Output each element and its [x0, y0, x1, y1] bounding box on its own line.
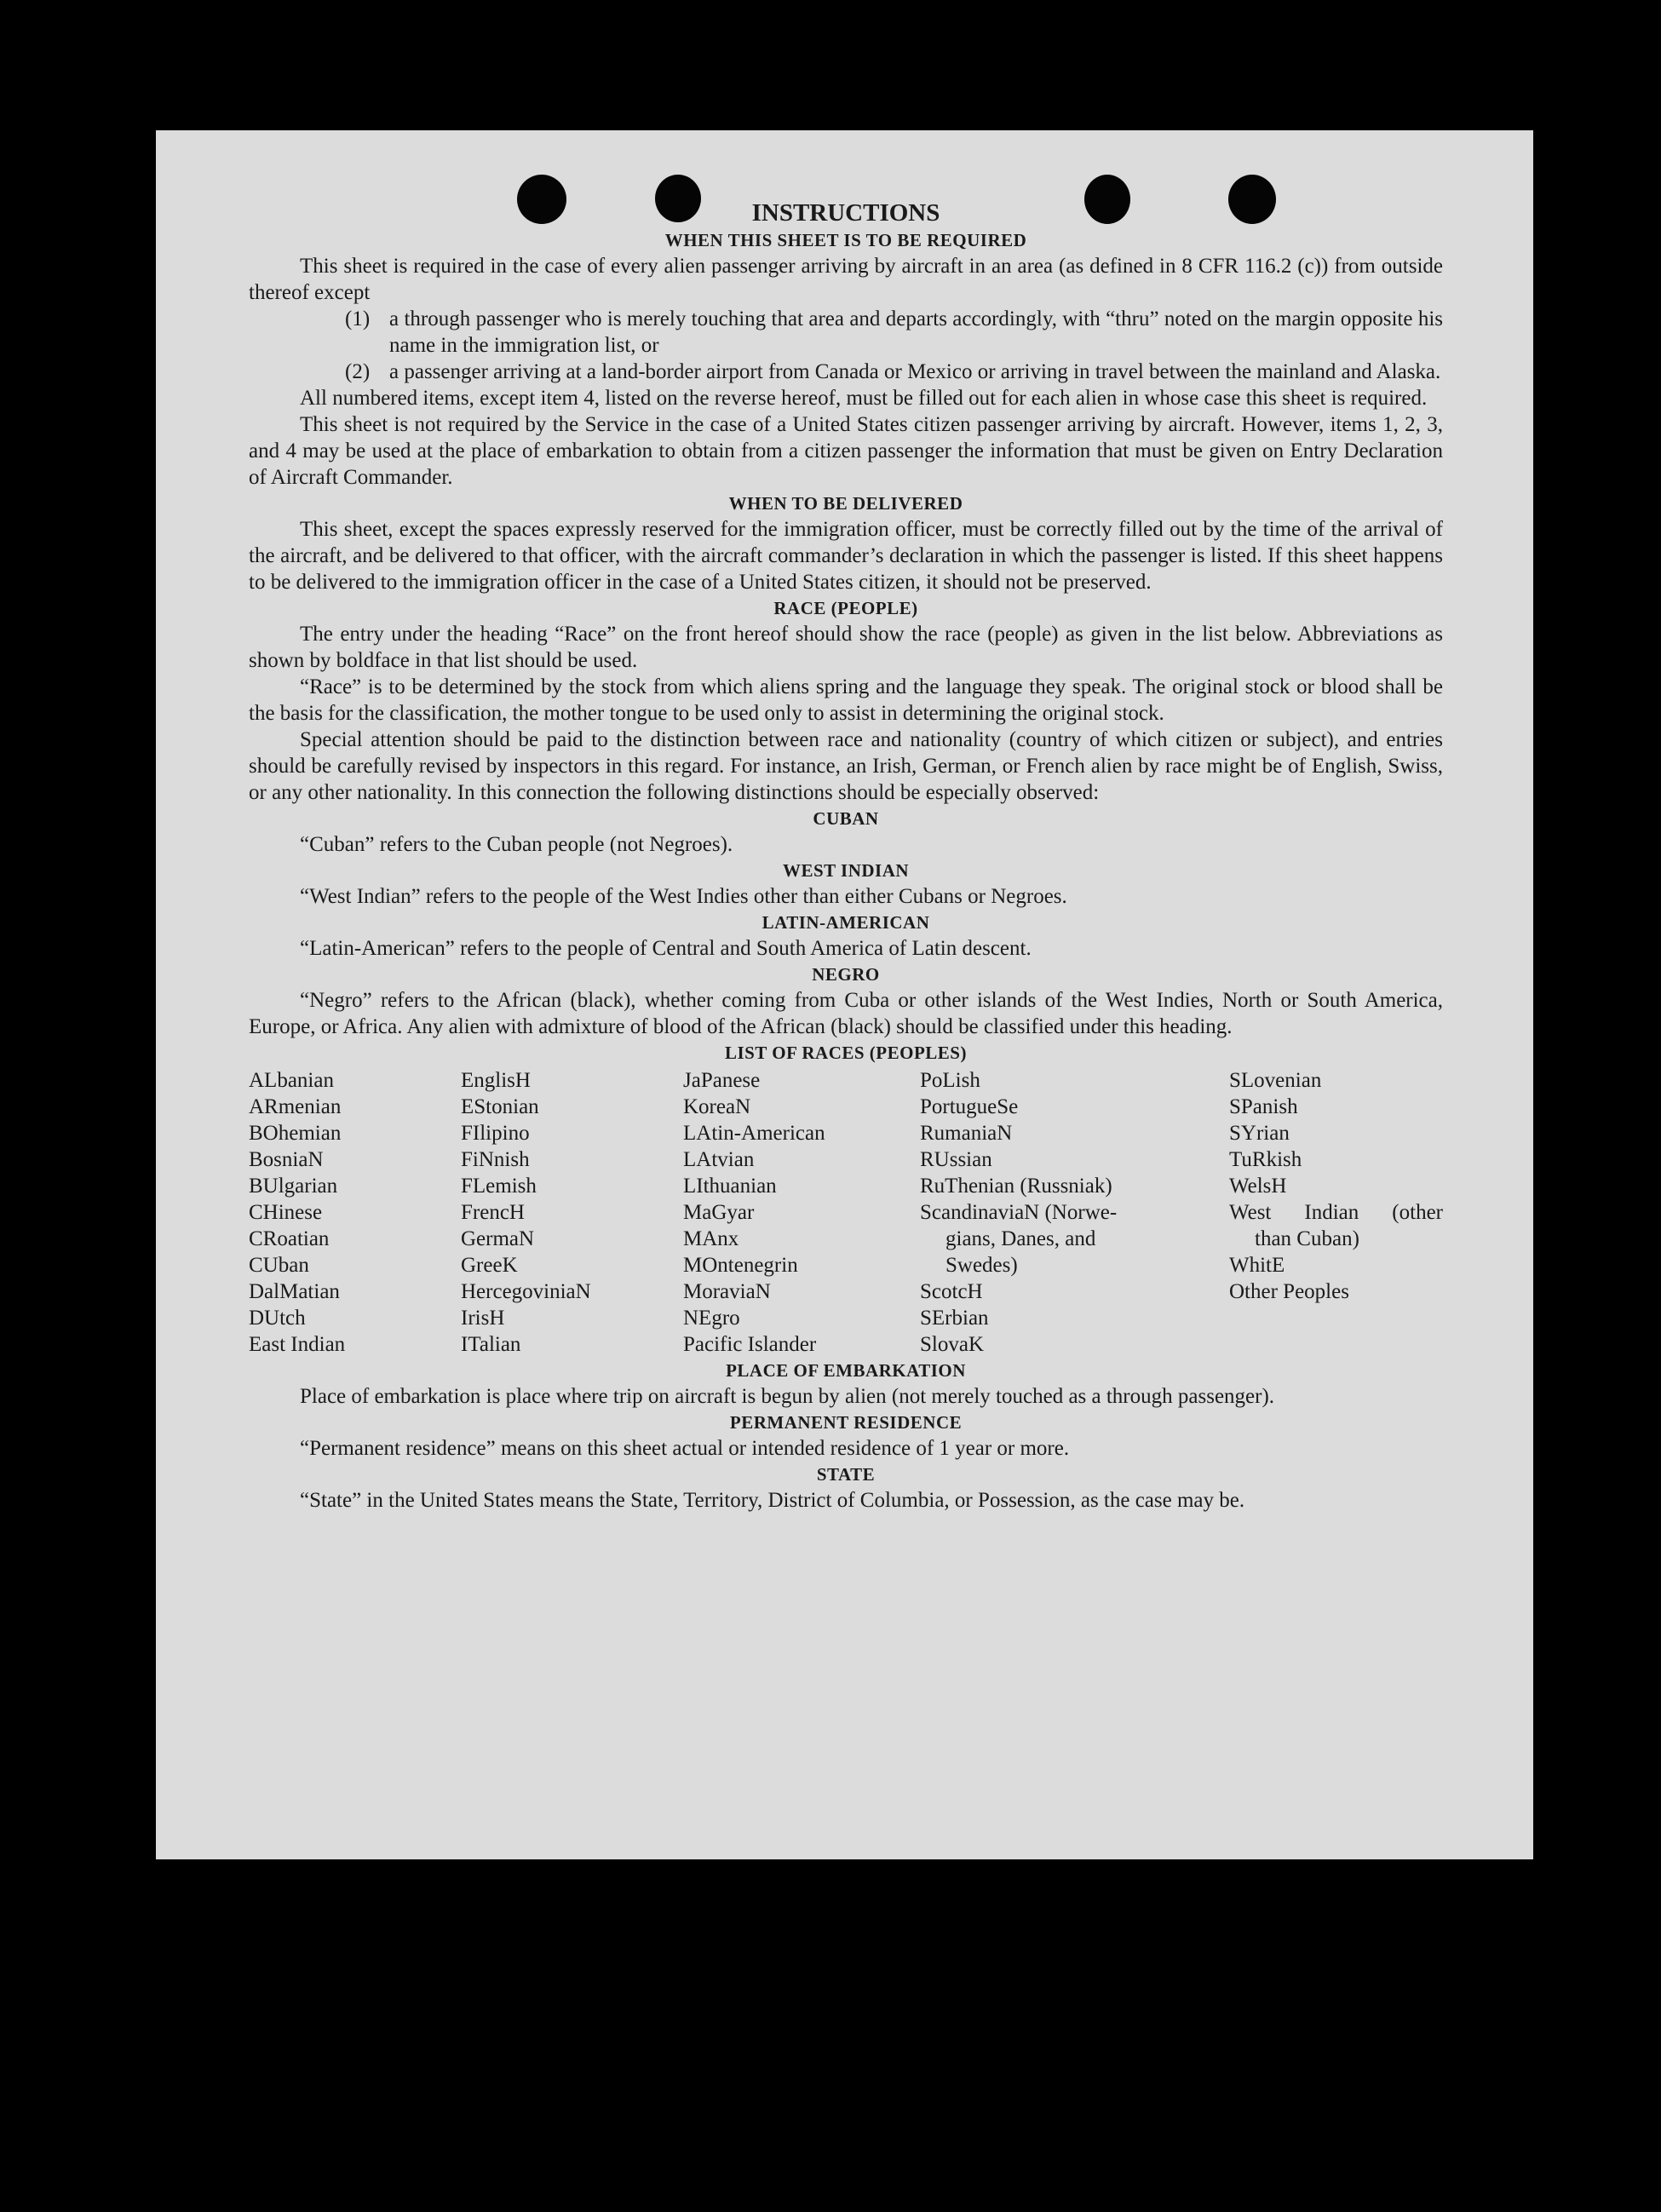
race-item: BUlgarian: [249, 1175, 338, 1198]
section-heading-race: RACE (PEOPLE): [773, 598, 918, 618]
race-item: JaPanese: [683, 1069, 761, 1092]
section-heading-embarkation: PLACE OF EMBARKATION: [726, 1360, 966, 1381]
race-item: ITalian: [461, 1333, 521, 1356]
race-item: RumaniaN: [920, 1122, 1013, 1145]
race-item: LAtvian: [683, 1148, 755, 1171]
race-item: SPanish: [1229, 1095, 1298, 1118]
race-item: TuRkish: [1229, 1148, 1302, 1171]
paragraph: “State” in the United States means the State, Territory, District of Columbia, or Possession, as the case may be.: [300, 1489, 1245, 1512]
race-item: SYrian: [1229, 1122, 1290, 1145]
race-item: CRoatian: [249, 1227, 330, 1250]
section-heading-required: WHEN THIS SHEET IS TO BE REQUIRED: [664, 230, 1027, 250]
paragraph: “Permanent residence” means on this sheet actual or intended residence of 1 year or more.: [300, 1437, 1070, 1460]
race-item: ALbanian: [249, 1069, 334, 1092]
paragraph: This sheet is not required by the Service in the case of a United States citizen passenger arriving by aircraft. However, items 1, 2, 3, and 4 may be used at the place of embarkation to obtain from a citizen passenger the information that must be given on Entry Declaration of Aircraft Commander.: [249, 413, 1443, 489]
exception-text: a through passenger who is merely touching that area and departs accordingly, with “thru” noted on the margin opposite his name in the immigration list, or: [389, 307, 1443, 357]
race-item: SErbian: [920, 1307, 989, 1330]
race-item: KoreaN: [683, 1095, 751, 1118]
race-item: PoLish: [920, 1069, 980, 1092]
race-item: HercegoviniaN: [461, 1280, 591, 1303]
race-item: than Cuban): [1255, 1227, 1359, 1250]
race-item: Swedes): [945, 1254, 1018, 1277]
race-item: NEgro: [683, 1307, 740, 1330]
section-heading-residence: PERMANENT RESIDENCE: [729, 1412, 963, 1433]
race-item: BosniaN: [249, 1148, 324, 1171]
exception-item: [345, 306, 1443, 359]
race-item: DUtch: [249, 1307, 306, 1330]
paragraph: “Cuban” refers to the Cuban people (not Negroes).: [300, 833, 733, 856]
paragraph: “Negro” refers to the African (black), whether coming from Cuba or other islands of the West Indies, North or South America, Europe, or Africa. Any alien with admixture of blood of the African (black) should be classified under this heading.: [249, 989, 1443, 1038]
paragraph: “Latin-American” refers to the people of Central and South America of Latin descent.: [300, 937, 1032, 960]
race-column-3: [683, 1067, 920, 1358]
race-item: East Indian: [249, 1333, 346, 1356]
race-item: LIthuanian: [683, 1175, 777, 1198]
instructions-content: [249, 198, 1443, 1514]
section-heading-list-of-races: LIST OF RACES (PEOPLES): [725, 1043, 967, 1063]
race-item: MaGyar: [683, 1201, 755, 1224]
section-heading-cuban: CUBAN: [813, 808, 879, 829]
section-heading-west-indian: WEST INDIAN: [782, 860, 910, 881]
race-item: LAtin-American: [683, 1122, 825, 1145]
paragraph: Place of embarkation is place where trip on aircraft is begun by alien (not merely touched as a through passenger).: [300, 1385, 1275, 1408]
race-item: MoraviaN: [683, 1280, 771, 1303]
exception-text: a passenger arriving at a land-border airport from Canada or Mexico or arriving in travel between the mainland and Alaska.: [389, 360, 1441, 383]
race-item: RUssian: [920, 1148, 992, 1171]
race-item: ARmenian: [249, 1095, 342, 1118]
race-item: WhitE: [1229, 1254, 1285, 1277]
race-item: WelsH: [1229, 1175, 1287, 1198]
race-item: FiNnish: [461, 1148, 530, 1171]
race-item: FIlipino: [461, 1122, 530, 1145]
paragraph: “West Indian” refers to the people of the West Indies other than either Cubans or Negroes.: [300, 885, 1067, 908]
race-item: MOntenegrin: [683, 1254, 798, 1277]
exception-number: (2): [345, 360, 371, 383]
page-title: INSTRUCTIONS: [751, 199, 940, 227]
race-item: Pacific Islander: [683, 1333, 817, 1356]
race-list: [249, 1067, 1443, 1358]
race-item: DalMatian: [249, 1280, 340, 1303]
paragraph: The entry under the heading “Race” on the front hereof should show the race (people) as given in the list below. Abbreviations as shown by boldface in that list should be used.: [249, 623, 1443, 672]
race-item: Other Peoples: [1229, 1280, 1349, 1303]
race-item: PortugueSe: [920, 1095, 1019, 1118]
race-column-2: [461, 1067, 683, 1358]
race-item: FrencH: [461, 1201, 525, 1224]
race-item: MAnx: [683, 1227, 739, 1250]
race-item: FLemish: [461, 1175, 537, 1198]
race-item: BOhemian: [249, 1122, 342, 1145]
race-item: gians, Danes, and: [945, 1227, 1096, 1250]
exception-number: (1): [345, 307, 371, 330]
race-column-4: [920, 1067, 1229, 1358]
race-item: CHinese: [249, 1201, 323, 1224]
race-item: IrisH: [461, 1307, 505, 1330]
paragraph: This sheet is required in the case of every alien passenger arriving by aircraft in an area (as defined in 8 CFR 116.2 (c)) from outside thereof except: [249, 255, 1443, 304]
race-item: ScotcH: [920, 1280, 983, 1303]
race-item: EStonian: [461, 1095, 539, 1118]
section-heading-negro: NEGRO: [812, 964, 880, 985]
race-item: SlovaK: [920, 1333, 984, 1356]
race-item: RuThenian (Russniak): [920, 1175, 1112, 1198]
section-heading-latin-american: LATIN-AMERICAN: [762, 912, 930, 933]
section-heading-delivered: WHEN TO BE DELIVERED: [728, 493, 963, 514]
race-item: GreeK: [461, 1254, 518, 1277]
race-column-1: [249, 1067, 461, 1358]
paragraph: Special attention should be paid to the distinction between race and nationality (country of which citizen or subject), and entries should be carefully revised by inspectors in this regard. For instance, an Irish, German, or French alien by race might be of English, Swiss, or any other nationality. In this connection the following distinctions should be especially observed:: [249, 728, 1443, 804]
exception-item: [345, 359, 1443, 385]
instruction-sheet: [156, 130, 1533, 1859]
race-item: ScandinaviaN (Norwe-: [920, 1201, 1118, 1224]
race-item: EnglisH: [461, 1069, 531, 1092]
race-item: West Indian (other: [1229, 1201, 1443, 1224]
paragraph: This sheet, except the spaces expressly reserved for the immigration officer, must be correctly filled out by the time of the arrival of the aircraft, and be delivered to that officer, with the aircraft commander’s declaration in which the passenger is listed. If this sheet happens to be delivered to the immigration officer in the case of a United States citizen, it should not be preserved.: [249, 518, 1443, 594]
section-heading-state: STATE: [816, 1464, 876, 1485]
race-item: CUban: [249, 1254, 309, 1277]
race-column-5: [1229, 1067, 1443, 1358]
race-item: GermaN: [461, 1227, 535, 1250]
paragraph: All numbered items, except item 4, listed on the reverse hereof, must be filled out for each alien in whose case this sheet is required.: [300, 387, 1428, 410]
paragraph: “Race” is to be determined by the stock from which aliens spring and the language they speak. The original stock or blood shall be the basis for the classification, the mother tongue to be used only to assist in determining the original stock.: [249, 675, 1443, 725]
race-item: SLovenian: [1229, 1069, 1322, 1092]
